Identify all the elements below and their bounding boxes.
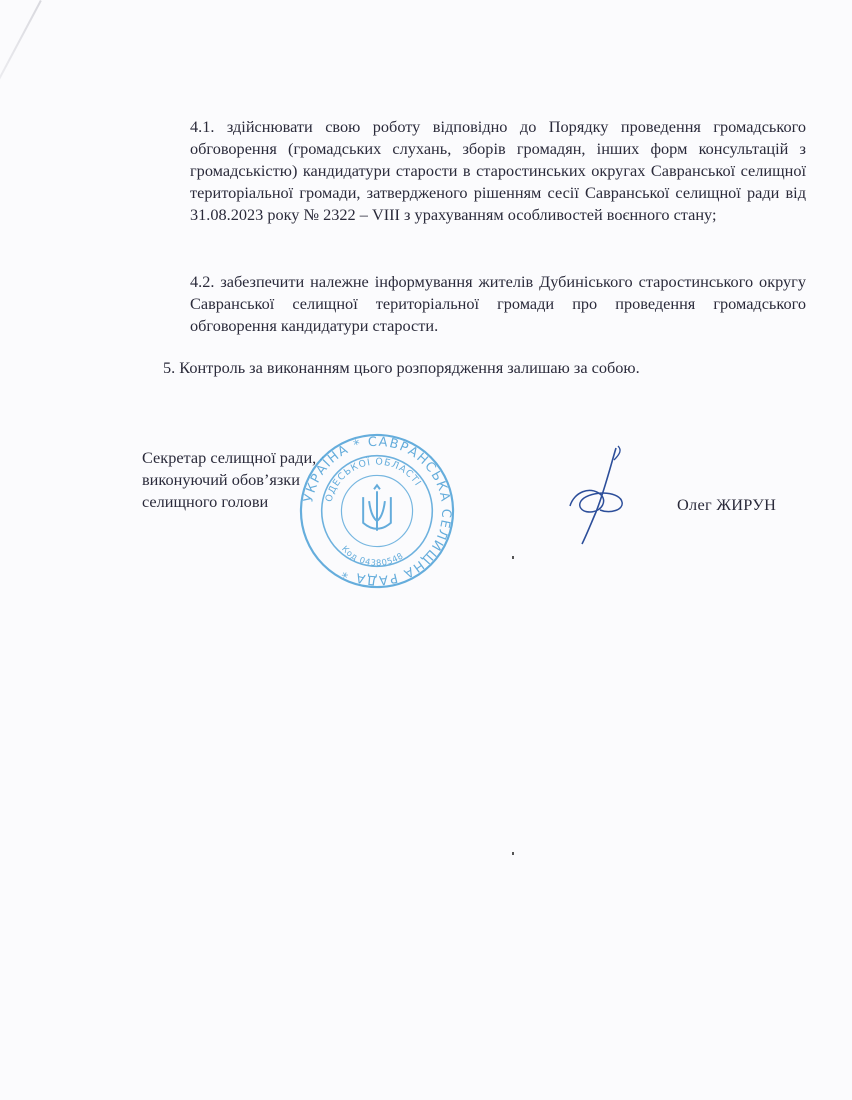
seal-outer-text: УКРАЇНА * САВРАНСЬКА СЕЛИЩНА РАДА * (301, 434, 454, 588)
paragraph-5: 5. Контроль за виконанням цього розпорядження залишаю за собою. (163, 358, 640, 378)
official-seal-stamp (298, 432, 456, 590)
paragraph-4-2: 4.2. забезпечити належне інформування жителів Дубиніського старостинського округу Савранської селищної територіальної громади про проведення громадського обговорення кандидатури старости. (190, 272, 806, 336)
svg-text:Код 04380548 (340, 544, 405, 568)
scan-speck (512, 852, 514, 855)
handwritten-signature (560, 440, 650, 550)
seal-code-text: Код 04380548 (339, 543, 406, 568)
signatory-title-line-1: Секретар селищної ради, (142, 448, 317, 467)
signatory-title-line-2: виконуючий обов’язки (142, 470, 300, 489)
signatory-title-line-3: селищного голови (142, 492, 269, 511)
signatory-title (142, 447, 316, 513)
scan-speck (512, 556, 514, 559)
scan-artifact-line (0, 0, 42, 142)
signatory-name: Олег ЖИРУН (677, 495, 777, 514)
trident-icon (363, 485, 391, 530)
seal-inner-text: ОДЕСЬКОЇ ОБЛАСТІ (323, 456, 424, 504)
paragraph-4-1: 4.1. здійснювати свою роботу відповідно до Порядку проведення громадського обговорення (громадських слухань, зборів громадян, інших форм консультацій з громадськістю) кандидатури старости в старостинських округах Савранської селищної територіальної громади, затвердженого рішенням сесії Савранської селищної ради від 31.08.2023 року № 2322 – VIII з урахуванням особливостей воєнного стану; (190, 117, 806, 225)
